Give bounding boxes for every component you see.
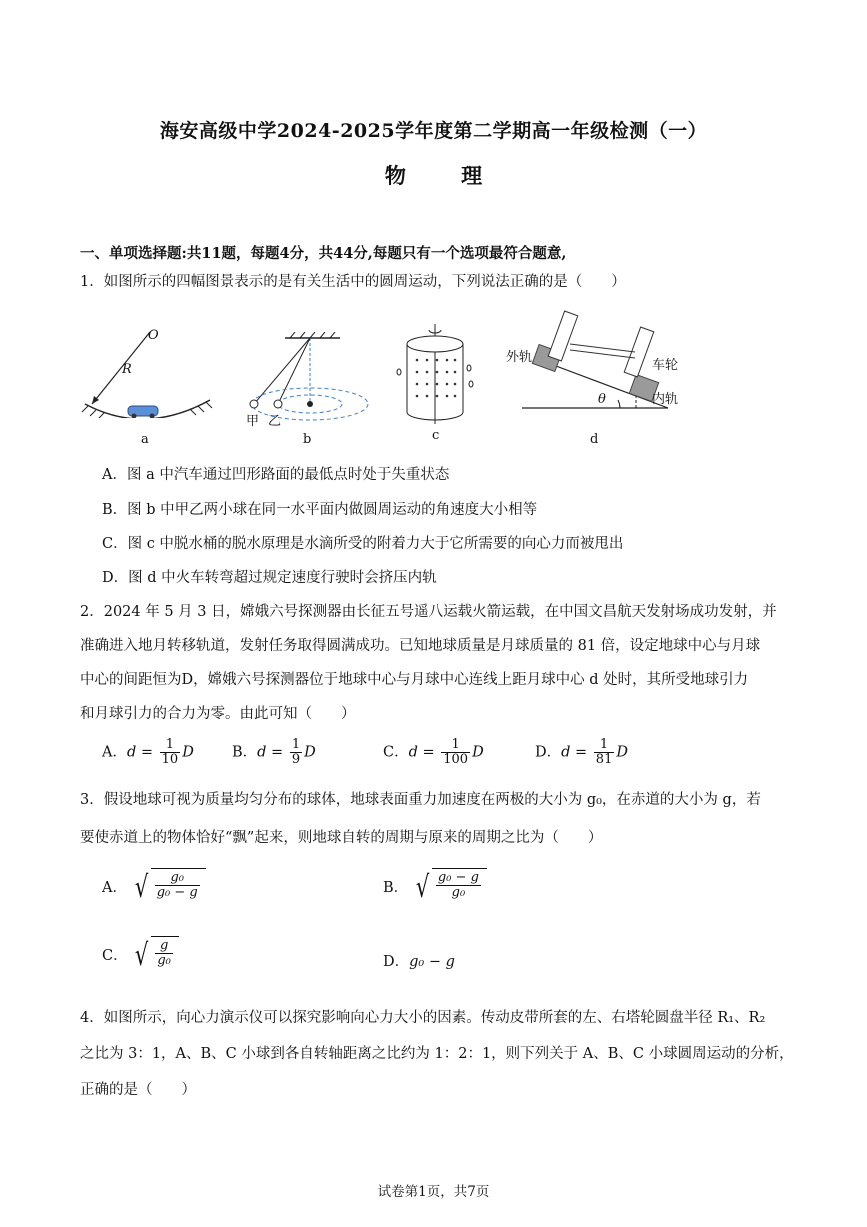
q3-option-c: C． √ $\frac{g}{\text{g₀}}$ <box>102 936 179 976</box>
figure-d-label-wheel: 车轮 <box>652 358 679 373</box>
q2-line-1: 2．2024 年 5 月 3 日，嫦娥六号探测器由长征五号遥八运载火箭运载，在中国文昌航天发射场成功发射，并 <box>80 604 777 620</box>
q2-line-4: 和月球引力的合力为零。由此可知（ ） <box>80 706 356 722</box>
q3-option-d: D．g₀ − g <box>383 954 455 970</box>
q4-line-1: 4．如图所示，向心力演示仪可以探究影响向心力大小的因素。传动皮带所套的左、右塔轮圆盘半径 R₁、R₂ <box>80 1010 766 1026</box>
figure-a-label-R: R <box>122 362 132 377</box>
q2-option-b: B．d = $\frac{1}{9}$ D <box>232 737 316 767</box>
q3-option-a: A． √ $\frac{\text{g₀}}{\text{g₀ − g}}$ <box>102 868 206 908</box>
subject-char-1: 物 <box>384 163 406 188</box>
figure-a-label-O: O <box>148 328 159 343</box>
q2-line-2: 准确进入地月转移轨道，发射任务取得圆满成功。已知地球质量是月球质量的 81 倍，设定地球中心与月球 <box>80 638 761 654</box>
q1-stem: 1．如图所示的四幅图景表示的是有关生活中的圆周运动，下列说法正确的是（ ） <box>80 274 626 290</box>
page-footer: 试卷第1页，共7页 <box>377 1184 490 1200</box>
figure-d-label-inner-rail: 内轨 <box>652 392 679 407</box>
figure-a-caption: a <box>141 432 149 447</box>
q1-option-d: D．图 d 中火车转弯超过规定速度行驶时会挤压内轨 <box>102 570 437 586</box>
section-heading: 一、单项选择题:共11题，每题4分，共44分,每题只有一个选项最符合题意, <box>80 245 567 262</box>
q2-line-3: 中心的间距恒为D，嫦娥六号探测器位于地球中心与月球中心连线上距月球中心 d 处时，其所受地球引力 <box>80 672 749 688</box>
q2-option-d: D．d = $\frac{1}{81}$ D <box>535 737 628 767</box>
figure-b-label-yi: 乙 <box>268 414 282 429</box>
figure-c-diagram <box>395 322 475 427</box>
figure-c-caption: c <box>432 428 440 443</box>
subject-char-2: 理 <box>461 163 483 188</box>
figure-b-caption: b <box>303 432 312 447</box>
q4-line-2: 之比为 3：1，A、B、C 小球到各自转轴距离之比约为 1：2：1，则下列关于 A、B、C 小球圆周运动的分析， <box>80 1046 794 1062</box>
q4-line-3: 正确的是（ ） <box>80 1082 196 1098</box>
q1-option-a: A．图 a 中汽车通过凹形路面的最低点时处于失重状态 <box>102 467 450 483</box>
exam-title: 海安高级中学2024-2025学年度第二学期高一年级检测（一） <box>159 120 708 142</box>
q3-option-b: B． √ $\frac{\text{g₀ − g}}{\text{g₀}}$ <box>383 868 487 908</box>
subject-title <box>0 160 867 190</box>
figure-d-diagram <box>520 308 670 413</box>
figure-b-label-jia: 甲 <box>246 414 260 429</box>
q3-line-2: 要使赤道上的物体恰好“飘”起来，则地球自转的周期与原来的周期之比为（ ） <box>80 830 603 846</box>
q3-line-1: 3．假设地球可视为质量均匀分布的球体，地球表面重力加速度在两极的大小为 g₀，在赤道的大小为 g，若 <box>80 792 761 808</box>
figure-d-label-theta: θ <box>598 392 606 407</box>
figure-b-diagram <box>240 332 375 432</box>
figure-d-caption: d <box>590 432 599 447</box>
q1-option-c: C．图 c 中脱水桶的脱水原理是水滴所受的附着力大于它所需要的向心力而被甩出 <box>102 536 624 552</box>
q2-option-c: C．d = $\frac{1}{100}$ D <box>383 737 484 767</box>
q2-option-a: A．d = $\frac{1}{10}$ D <box>102 737 194 767</box>
figure-d-label-outer-rail: 外轨 <box>506 350 533 365</box>
q1-option-b: B．图 b 中甲乙两小球在同一水平面内做圆周运动的角速度大小相等 <box>102 502 538 518</box>
